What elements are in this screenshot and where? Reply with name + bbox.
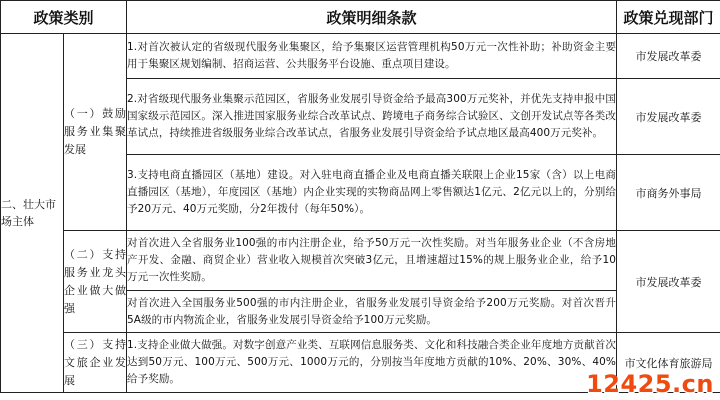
department-1: 市发展改革委 <box>617 34 720 79</box>
clause-2: 2.对省级现代服务业集聚示范园区，省服务业发展引导资金给予最高300万元奖补，并优先支持申报中国国家级示范园区。深入推进国家服务业综合改革试点、跨境电子商务综合试验区、文创开发试点等各类改革试点，持续推进省级服务业综合改革试点，省服务业发展引导资金给予试点地区最高400万元奖补。 <box>127 79 617 155</box>
subcategory-2: （二）支持服务业龙头企业做大做强 <box>64 231 127 333</box>
main-category: 二、壮大市场主体 <box>1 34 64 393</box>
clause-4: 对首次进入全省服务业100强的市内注册企业，给予50万元一次性奖励。对当年服务业企业（不含房地产开发、金融、商贸企业）营业收入规模首次突破3亿元，且增速超过15%的规上服务业企业，给予10万元一次性奖励。 <box>127 231 617 291</box>
clause-5: 对首次进入全国服务业500强的市内注册企业，省服务业发展引导资金给予200万元奖励。对首次晋升5A级的市内物流企业，省服务业发展引导资金给予100万元奖励。 <box>127 291 617 333</box>
header-department: 政策兑现部门 <box>617 1 720 34</box>
header-category: 政策类别 <box>1 1 127 34</box>
department-4: 市发展改革委 <box>617 231 720 333</box>
header-row <box>1 1 720 34</box>
department-3: 市商务外事局 <box>617 155 720 231</box>
subcategory-3: （三）支持文旅企业发展 <box>64 333 127 393</box>
clause-3: 3.支持电商直播园区（基地）建设。对入驻电商直播企业及电商直播关联限上企业15家（含）以上电商直播园区（基地），年度园区（基地）内企业实现的实物商品网上零售额达1亿元、2亿元以上的，分别给予20万元、40万元奖励，分2年拨付（每年50%）。 <box>127 155 617 231</box>
department-5: 市文化体育旅游局 <box>617 333 720 393</box>
clause-6: 1.支持企业做大做强。对数字创意产业类、互联网信息服务类、文化和科技融合类企业年度地方贡献首次达到50万元、100万元、500万元、1000万元的，分别按当年度地方贡献的10%、20%、30%、40%给予奖励。 <box>127 333 617 393</box>
department-2: 市发展改革委 <box>617 79 720 155</box>
watermark-logo: 12425.cn <box>586 370 714 398</box>
table-row <box>1 34 720 79</box>
table-row <box>1 231 720 291</box>
subcategory-1: （一）鼓励服务业集聚发展 <box>64 34 127 231</box>
clause-1: 1.对首次被认定的省级现代服务业集聚区，给予集聚区运营管理机构50万元一次性补助；补助资金主要用于集聚区规划编制、招商运营、公共服务平台设施、重点项目建设。 <box>127 34 617 79</box>
header-details: 政策明细条款 <box>127 1 617 34</box>
